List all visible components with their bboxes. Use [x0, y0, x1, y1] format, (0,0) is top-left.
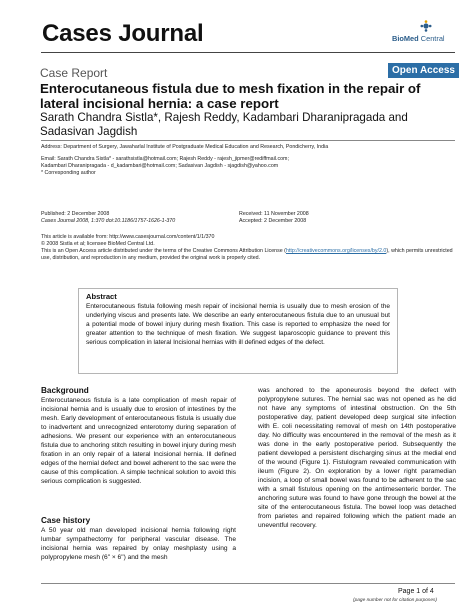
case-history-text: A 50 year old man developed incisional hernia following right lumbar sympathectomy for peripheral vascular disease. The incisional hernia was repaired by onlay meshplasty using a polypropylene mesh (6" × 6") and the mesh: [41, 527, 236, 561]
abstract-text: Enterocutaneous fistula following mesh repair of incisional hernia is usually due to mesh erosion of the underlying viscus and presents late. We describe an early enterocutaneous fistula due to an unusual but a potential mode of bowel injury during mesh fixation. This case is reported to emphasize the need for greater attention to the technique of mesh fixation. We suggest laparoscopic guidance to prevent this serious complication in lateral Incisional hernias with ill defined edges of the defect.: [86, 303, 390, 347]
email-line[interactable]: Email: Sarath Chandra Sistla* - sarathsistla@hotmail.com; Rajesh Reddy - rajesh_jipmer@rediffmail.com;: [41, 156, 289, 162]
article-type: Case Report: [40, 66, 108, 80]
logo-text: BioMed Central: [392, 34, 445, 43]
header-rule: [41, 52, 455, 53]
background-heading: Background: [41, 386, 89, 395]
page-note: (page number not for citation purposes): [353, 598, 437, 603]
email-line[interactable]: Kadambari Dharanipragada - d_kadambari@hotmail.com; Sadasivan Jagdish - sjagdish@yahoo.com: [41, 163, 279, 170]
publication-info: [41, 211, 221, 225]
case-history-continued-text: was anchored to the aponeurosis beyond the defect with polypropylene sutures. The hernial sac was not opened as he did not have any symptoms of intestinal obstruction. On the 5th postoperative day, patient developed deep surgical site infection with E. coli necessitating removal of mesh on 14th postoperative day. No difficulty was encountered in the removal of the mesh as it was done in the early postoperative period. Subsequently the patient developed a persistent discharging sinus at the medial end of the wound (Figure 1). Fistulogram revealed communication with ileum (Figure 2). On exploration by a lower right paramedian incision, a loop of small bowel was found to be adherent to the sac with a small fistulous opening on the antimesenteric border. The anchoring suture was found to have gone through the bowel at the site of the enterocutaneous fistula. The bowel loop was detached from parietes and repaired following which the patient made an uneventful recovery.: [258, 387, 456, 529]
license-link[interactable]: http://creativecommons.org/licenses/by/2.0: [285, 248, 387, 254]
license-text: This is an Open Access article distributed under the terms of the Creative Commons Attribution License (http://creativecommons.org/licenses/by/2.0), which permits unrestricted use, distribution, and reproduction in any medium, provided the original work is properly cited.: [41, 248, 453, 262]
background-text: Enterocutaneous fistula is a late complication of mesh repair of incisional hernia and is usually due to erosion of intestines by the mesh. Early development of enterocutaneous fistula is usually due to inadvertent and unrecognized enterotomy during separation of adhesions. We present our experience with an enterocutaneous fistula due to anchoring stitch resulting in bowel injury during mesh fixation in an only repair of a lateral Incisional hernia. Ill defined edges of the hernial defect and bowel adherent to the sac were the cause of this complication. A simple technical solution to avoid this serious complication is suggested.: [41, 397, 237, 485]
article-title: Enterocutaneous fistula due to mesh fixation in the repair of lateral incisional hernia: a case report: [40, 81, 421, 111]
biomed-central-logo-icon: [420, 20, 432, 32]
journal-title: Cases Journal: [42, 20, 204, 47]
author-address: Address: Department of Surgery, Jawaharlal Institute of Postgraduate Medical Education and Research, Pondicherry, India: [41, 144, 329, 150]
accepted-date: Accepted: 2 December 2008: [239, 218, 307, 225]
received-date: Received: 11 November 2008: [239, 211, 309, 217]
published-date: Published: 2 December 2008: [41, 211, 110, 217]
corresponding-author-note: * Corresponding author: [41, 170, 96, 177]
received-info: [239, 211, 419, 225]
publisher-logo[interactable]: [392, 20, 456, 46]
abstract-heading: Abstract: [86, 292, 117, 301]
author-emails: [41, 156, 451, 178]
case-history-heading: Case history: [41, 516, 91, 525]
citation: Cases Journal 2008, 1:370 doi:10.1186/1757-1626-1-370: [41, 218, 176, 225]
meta-rule: [41, 140, 455, 141]
open-access-badge: Open Access: [388, 63, 459, 78]
page-number: Page 1 of 4: [398, 588, 434, 595]
footer-rule: [41, 583, 455, 584]
article-url[interactable]: This article is available from: http://www.casesjournal.com/content/1/1/370: [41, 234, 215, 240]
author-list: Sarath Chandra Sistla*, Rajesh Reddy, Kadambari Dharanipragada and Sadasivan Jagdish: [40, 111, 408, 138]
copyright-line: © 2008 Sistla et al; licensee BioMed Central Ltd.: [41, 241, 155, 247]
